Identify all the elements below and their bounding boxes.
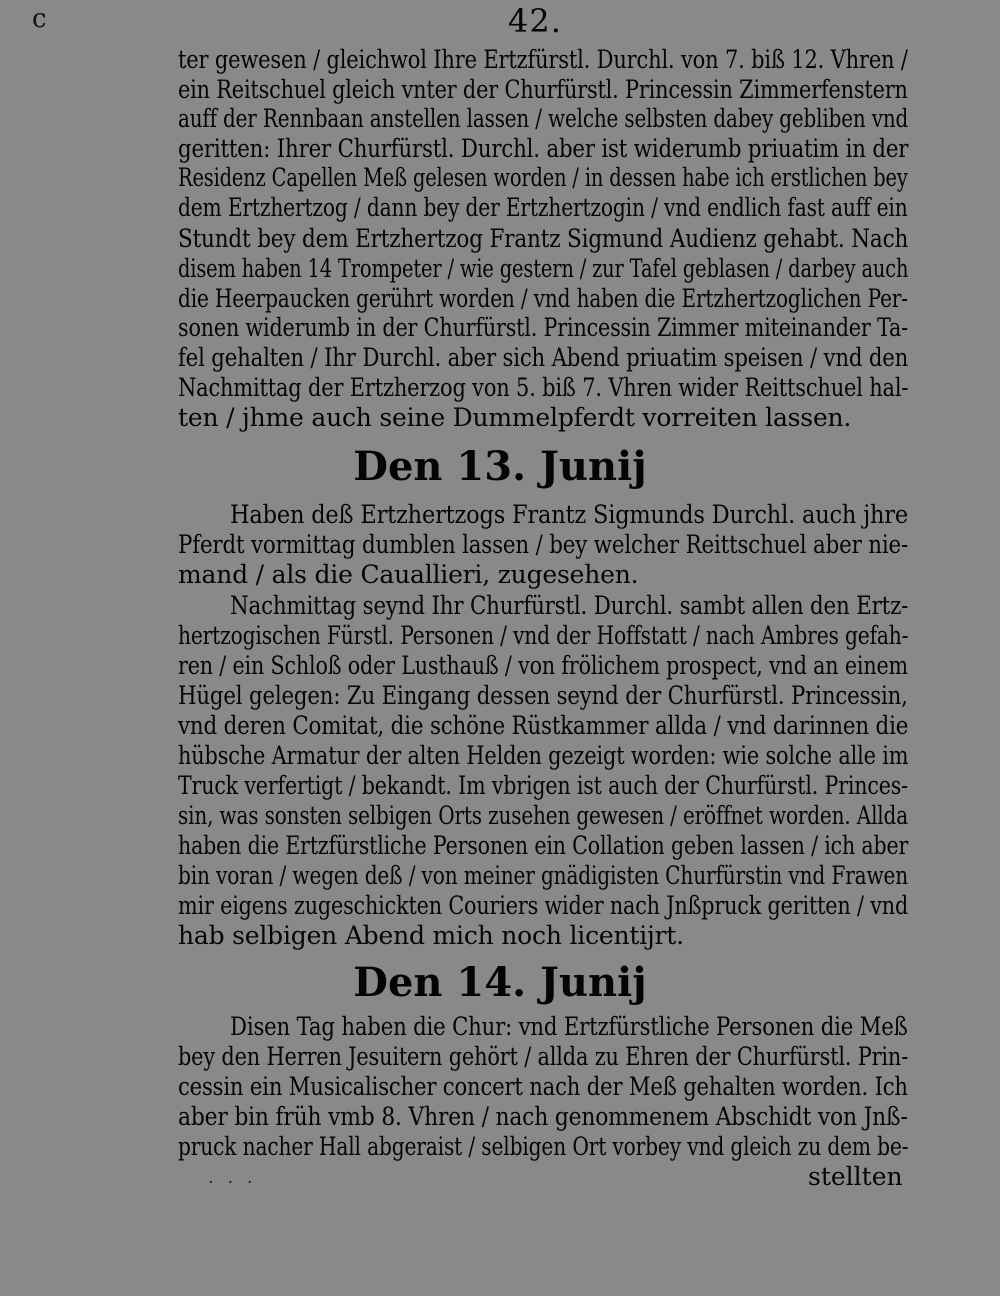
page-number: 42.	[508, 2, 562, 40]
text-line: ein Reitschuel gleich vnter der Churfürstl. Princessin Zimmerfenstern	[178, 75, 908, 104]
text-line: ren / ein Schloß oder Lusthauß / von frölichem prospect, vnd an einem	[178, 651, 908, 680]
text-line: Pferdt vormittag dumblen lassen / bey welcher Reittschuel aber nie-	[178, 530, 909, 559]
text-line: dem Ertzhertzog / dann bey der Ertzhertzogin / vnd endlich fast auff ein	[178, 193, 908, 222]
text-line: Truck verfertigt / bekandt. Im vbrigen ist auch der Churfürstl. Princes-	[178, 771, 908, 800]
text-line: aber bin früh vmb 8. Vhren / nach genommenem Abschidt von Jnß-	[178, 1102, 908, 1131]
text-line: Nachmittag seynd Ihr Churfürstl. Durchl. sambt allen den Ertz-	[230, 591, 909, 620]
text-line: Nachmittag der Ertzherzog von 5. biß 7. Vhren wider Reittschuel hal-	[178, 373, 909, 402]
catchword: stellten	[808, 1162, 903, 1191]
text-line: hab selbigen Abend mich noch licentijrt.	[178, 921, 684, 950]
section-heading: Den 14. Junij	[353, 959, 647, 1006]
text-line: hertzogischen Fürstl. Personen / vnd der Hoffstatt / nach Ambres gefah-	[178, 621, 909, 650]
text-line: auff der Rennbaan anstellen lassen / welche selbsten dabey gebliben vnd	[178, 104, 909, 133]
text-line: Disen Tag haben die Chur: vnd Ertzfürstliche Personen die Meß	[230, 1012, 908, 1041]
text-line: Stundt bey dem Ertzhertzog Frantz Sigmund Audienz gehabt. Nach	[178, 224, 909, 253]
text-line: bey den Herren Jesuitern gehört / allda zu Ehren der Churfürstl. Prin-	[178, 1042, 909, 1071]
footer-marks: · · ·	[208, 1172, 257, 1193]
text-line: hübsche Armatur der alten Helden gezeigt worden: wie solche alle im	[178, 741, 909, 770]
text-line: pruck nacher Hall abgeraist / selbigen Ort vorbey vnd gleich zu dem be-	[178, 1132, 909, 1161]
text-line: die Heerpaucken gerührt worden / vnd haben die Ertzhertzoglichen Per-	[178, 284, 908, 313]
section-heading: Den 13. Junij	[353, 443, 647, 490]
text-line: vnd deren Comitat, die schöne Rüstkammer allda / vnd darinnen die	[178, 711, 909, 740]
text-line: ten / jhme auch seine Dummelpferdt vorreiten lassen.	[178, 403, 852, 432]
corner-mark: c	[32, 4, 47, 34]
text-line: haben die Ertzfürstliche Personen ein Collation geben lassen / ich aber	[178, 831, 909, 860]
text-line: mand / als die Cauallieri, zugesehen.	[178, 560, 639, 589]
text-line: fel gehalten / Ihr Durchl. aber sich Abend priuatim speisen / vnd den	[178, 343, 909, 372]
text-line: cessin ein Musicalischer concert nach der Meß gehalten worden. Ich	[178, 1072, 908, 1101]
text-line: bin voran / wegen deß / von meiner gnädigisten Churfürstin vnd Frawen	[178, 861, 909, 890]
text-line: sin, was sonsten selbigen Orts zusehen gewesen / eröffnet worden. Allda	[178, 801, 908, 830]
text-line: geritten: Ihrer Churfürstl. Durchl. aber ist widerumb priuatim in der	[178, 134, 909, 163]
text-line: mir eigens zugeschickten Couriers wider nach Jnßpruck geritten / vnd	[178, 891, 909, 920]
text-line: sonen widerumb in der Churfürstl. Princessin Zimmer miteinander Ta-	[178, 313, 908, 342]
text-line: Haben deß Ertzhertzogs Frantz Sigmunds Durchl. auch jhre	[230, 500, 908, 529]
text-line: Hügel gelegen: Zu Eingang dessen seynd der Churfürstl. Princessin,	[178, 681, 908, 710]
text-line: ter gewesen / gleichwol Ihre Ertzfürstl. Durchl. von 7. biß 12. Vhren /	[178, 45, 908, 74]
text-line: Residenz Capellen Meß gelesen worden / in dessen habe ich erstlichen bey	[178, 163, 908, 192]
text-line: disem haben 14 Trompeter / wie gestern / zur Tafel geblasen / darbey auch	[178, 254, 909, 283]
